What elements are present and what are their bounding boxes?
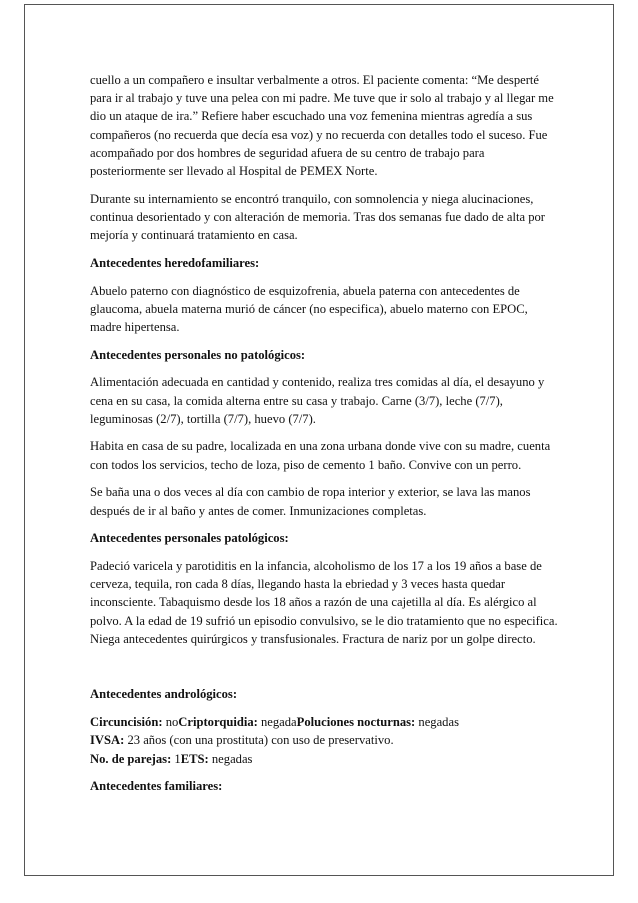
ivsa-value: 23 años (con una prostituta) con uso de preservativo. (124, 733, 394, 748)
ets-value: negadas (208, 751, 253, 766)
heading-patologicos: Antecedentes personales patológicos: (90, 531, 289, 546)
andrologicos-line-3 (90, 750, 560, 768)
vivienda-paragraph: Habita en casa de su padre, localizada en una zona urbana donde vive con su madre, cuenta con todos los servicios, techo de loza, piso de cemento 1 baño. Convive con un perro. (90, 439, 551, 472)
document-body (90, 71, 560, 805)
ivsa-label: IVSA: (90, 733, 125, 748)
section-spacer (90, 657, 560, 685)
heading-heredofamiliares: Antecedentes heredofamiliares: (90, 255, 260, 270)
criptorquidia-value: negada (257, 715, 297, 730)
alimentacion-paragraph: Alimentación adecuada en cantidad y contenido, realiza tres comidas al día, el desayuno y cena en su casa, la comida alterna entre su casa y trabajo. Carne (3/7), leche (7/7), leguminosas (2/7), tortilla (7/7), huevo (7/7). (90, 375, 545, 426)
patologicos-text: Padeció varicela y parotiditis en la infancia, alcoholismo de los 17 a los 19 años a base de cerveza, tequila, ron cada 8 días, llegando hasta la ebriedad y 3 veces hasta quedar inconsciente. Tabaquismo desde los 18 años a razón de una cajetilla al día. Es alérgico al polvo. A la edad de 19 sufrió un episodio convulsivo, se le dio tratamiento que no especifica. Niega antecedentes quirúrgicos y transfusionales. Fractura de nariz por un golpe directo. (90, 558, 558, 646)
heading-no-patologicos: Antecedentes personales no patológicos: (90, 347, 306, 362)
poluciones-value: negadas (415, 715, 459, 730)
circuncision-label: Circuncisión: (90, 715, 163, 730)
circuncision-value: no (162, 715, 179, 730)
heredofamiliares-text: Abuelo paterno con diagnóstico de esquizofrenia, abuela paterna con antecedentes de glaucoma, abuela materna murió de cáncer (no especifica), abuelo materno con EPOC, madre hipertensa. (90, 283, 528, 334)
intro-paragraph: cuello a un compañero e insultar verbalmente a otros. El paciente comenta: “Me desperté para ir al trabajo y tuve una pelea con mi padre. Me tuve que ir solo al trabajo y al llegar me dio un ataque de ira.” Refiere haber escuchado una voz femenina mientras agredía a sus compañeros (no recuerda que decía esa voz) y no recuerda con detalles todo el suceso. Fue acompañado por dos hombres de seguridad afuera de su centro de trabajo para posteriormente ser llevado al Hospital de PEMEX Norte. (90, 73, 554, 179)
heading-familiares: Antecedentes familiares: (90, 779, 223, 794)
andrologicos-line-2 (90, 731, 560, 749)
internment-paragraph: Durante su internamiento se encontró tranquilo, con somnolencia y niega alucinaciones, continua desorientado y con alteración de memoria. Tras dos semanas fue dado de alta por mejoría y continuará tratamiento en casa. (90, 191, 545, 243)
criptorquidia-label: Criptorquidia: (178, 715, 258, 730)
andrologicos-fields (90, 713, 560, 768)
ets-label: ETS: (180, 751, 209, 766)
poluciones-label: Poluciones nocturnas: (296, 715, 416, 730)
parejas-value: 1 (171, 751, 181, 766)
higiene-paragraph: Se baña una o dos veces al día con cambio de ropa interior y exterior, se lava las manos después de ir al baño y antes de comer. Inmunizaciones completas. (90, 485, 531, 518)
andrologicos-line-1 (90, 713, 560, 731)
heading-andrologicos: Antecedentes andrológicos: (90, 687, 238, 702)
parejas-label: No. de parejas: (90, 751, 172, 766)
